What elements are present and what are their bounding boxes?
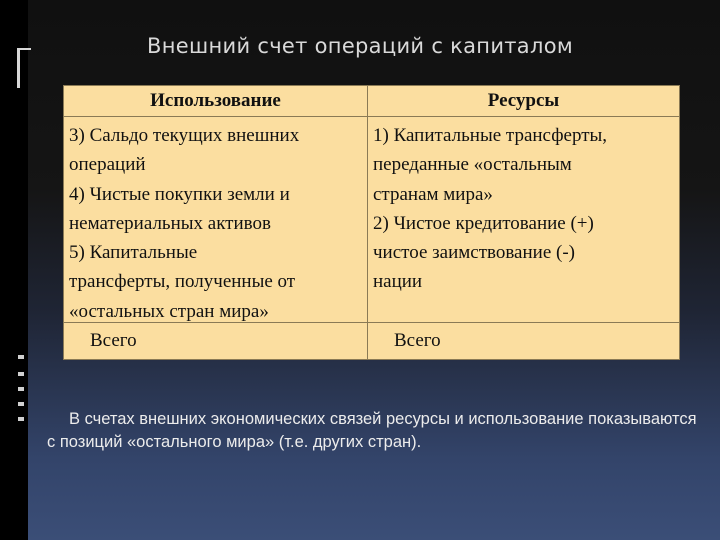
header-uses: Использование <box>64 86 368 117</box>
side-marker <box>18 402 24 406</box>
resources-line: 2) Чистое кредитование (+) <box>373 212 594 234</box>
resources-line: нации <box>373 271 423 293</box>
uses-line: операций <box>69 154 146 176</box>
uses-line: «остальных стран мира» <box>69 300 269 322</box>
resources-line: переданные «остальным <box>373 154 572 176</box>
side-marker <box>18 387 24 391</box>
uses-text <box>64 117 367 322</box>
table-total-row <box>64 323 680 360</box>
uses-line: нематериальных активов <box>69 212 271 234</box>
table-row <box>64 117 680 323</box>
capital-account-table <box>63 85 680 360</box>
uses-line: 5) Капитальные <box>69 242 198 264</box>
resources-cell <box>368 117 680 323</box>
slide-title: Внешний счет операций с капиталом <box>147 34 573 58</box>
header-resources: Ресурсы <box>368 86 680 117</box>
table-header-row <box>64 86 680 117</box>
footnote-text: В счетах внешних экономических связей ресурсы и использование показываются с позиций «остального мира» (т.е. других стран). <box>47 410 697 451</box>
side-marker <box>18 372 24 376</box>
resources-text <box>368 117 679 322</box>
side-marker <box>18 417 24 421</box>
side-marker <box>18 355 24 359</box>
uses-line: трансферты, полученные от <box>69 271 296 293</box>
uses-line: 3) Сальдо текущих внешних <box>69 125 300 146</box>
resources-line: 1) Капитальные трансферты, <box>373 125 608 146</box>
resources-line: чистое заимствование (-) <box>373 242 575 264</box>
uses-line: 4) Чистые покупки земли и <box>69 183 290 205</box>
total-uses: Всего <box>64 323 368 360</box>
resources-line: странам мира» <box>373 183 493 205</box>
uses-cell <box>64 117 368 323</box>
total-resources: Всего <box>368 323 680 360</box>
